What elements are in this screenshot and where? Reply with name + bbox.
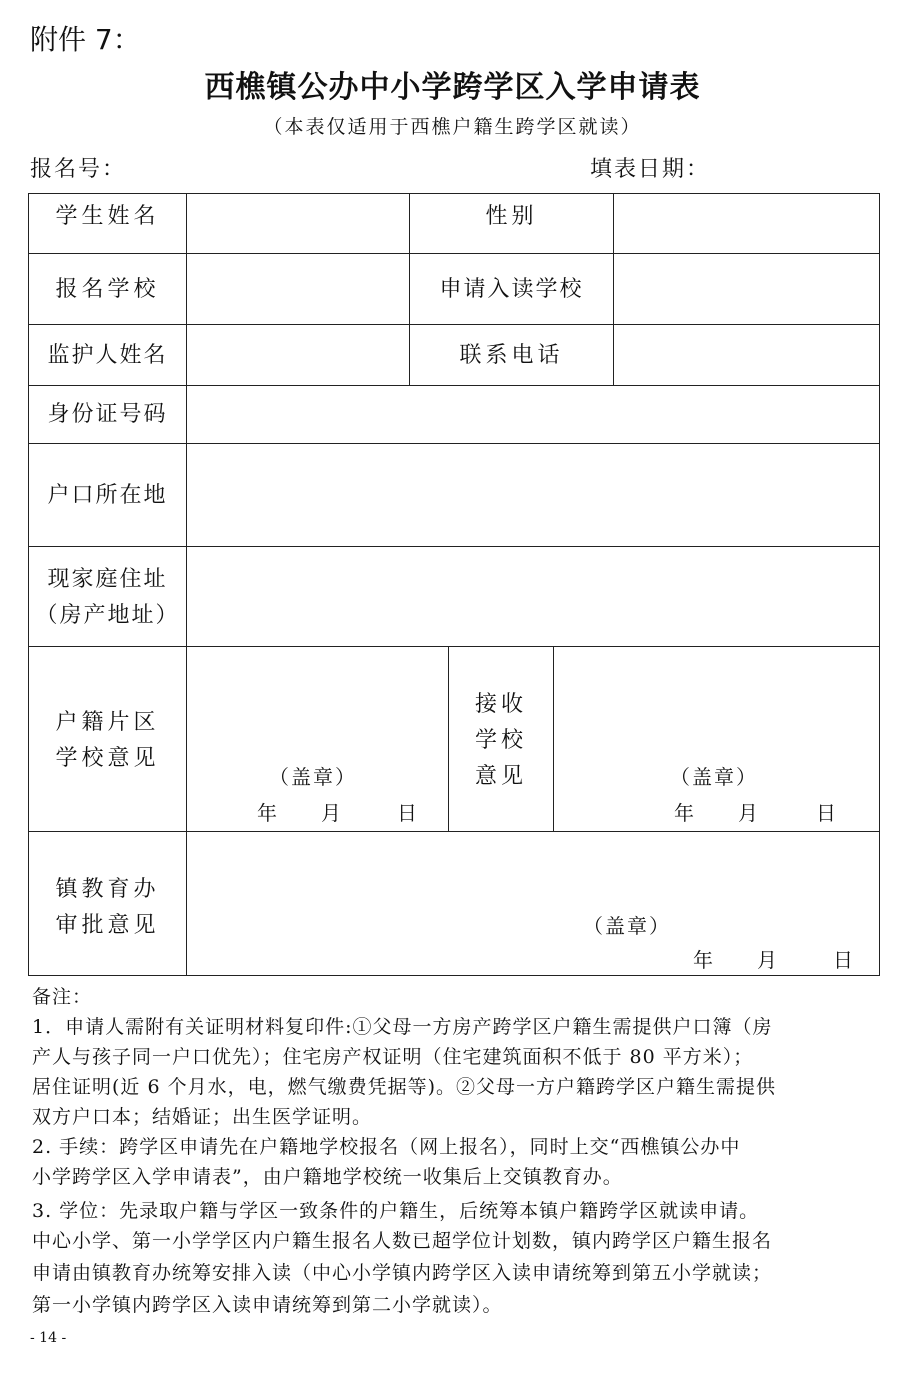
note-3-line-3: 申请由镇教育办统筹安排入读（中心小学镇内跨学区入读申请统筹到第五小学就读； [32, 1262, 773, 1284]
day-label: 日 [397, 801, 419, 825]
guardian-name-label-cell [28, 324, 187, 386]
day-label: 日 [833, 948, 855, 972]
school-opinion-label: 学校意见 [55, 746, 160, 771]
hukou-school-label: 户籍片区 [55, 710, 160, 735]
note-3-line-4: 第一小学镇内跨学区入读申请统筹到第二小学就读）。 [32, 1294, 503, 1316]
attachment-label: 附件 7： [30, 23, 141, 56]
seal-label: （盖章） [269, 765, 357, 789]
approval-opinion-label: 审批意见 [55, 913, 160, 938]
student-name-field[interactable] [186, 193, 410, 254]
enroll-school-label: 报名学校 [55, 277, 160, 302]
office-approval-label-cell [28, 831, 187, 976]
guardian-name-field[interactable] [186, 324, 410, 386]
page-title: 西樵镇公办中小学跨学区入学申请表 [204, 70, 701, 105]
seal-label: （盖章） [670, 765, 758, 789]
hukou-school-opinion-field[interactable] [186, 646, 449, 832]
note-2-line-2: 小学跨学区入学申请表”，由户籍地学校统一收集后上交镇教育办。 [32, 1166, 623, 1188]
education-office-label: 镇教育办 [55, 877, 160, 902]
gender-label: 性别 [485, 204, 538, 229]
note-1-line-1: 1．申请人需附有关证明材料复印件:①父母一方房产跨学区户籍生需提供户口簿（房 [32, 1016, 773, 1038]
opinion-label: 意见 [474, 764, 527, 789]
phone-label-cell [409, 324, 614, 386]
page-number: - 14 - [30, 1330, 67, 1346]
id-number-label: 身份证号码 [47, 402, 168, 427]
year-label: 年 [693, 948, 715, 972]
fill-date-label: 填表日期： [590, 157, 711, 182]
guardian-name-label: 监护人姓名 [47, 343, 168, 368]
month-label: 月 [321, 801, 343, 825]
student-name-label: 学生姓名 [55, 204, 160, 229]
page-subtitle: （本表仅适用于西樵户籍生跨学区就读） [263, 116, 642, 138]
id-number-field[interactable] [186, 385, 880, 444]
note-1-line-3: 居住证明(近 6 个月水，电，燃气缴费凭据等)。②父母一方户籍跨学区户籍生需提供 [32, 1076, 776, 1098]
enroll-school-field[interactable] [186, 253, 410, 325]
school-label: 学校 [474, 728, 527, 753]
id-number-label-cell [28, 385, 187, 444]
hukou-location-label-cell [28, 443, 187, 547]
note-3-line-2: 中心小学、第一小学学区内户籍生报名人数已超学位计划数，镇内跨学区户籍生报名 [32, 1230, 773, 1252]
note-2-line-1: 2. 手续：跨学区申请先在户籍地学校报名（网上报名），同时上交“西樵镇公办中 [32, 1136, 741, 1158]
apply-school-field[interactable] [613, 253, 880, 325]
registration-number-label: 报名号： [30, 157, 127, 182]
receive-label: 接收 [474, 692, 527, 717]
apply-school-label-cell [409, 253, 614, 325]
year-label: 年 [257, 801, 279, 825]
receiving-school-opinion-field[interactable] [553, 646, 880, 832]
office-approval-field[interactable] [186, 831, 880, 976]
gender-label-cell [409, 193, 614, 254]
property-address-label: （房产地址） [35, 603, 180, 628]
note-1-line-4: 双方户口本；结婚证；出生医学证明。 [32, 1106, 373, 1128]
receiving-school-label-cell [448, 646, 554, 832]
enroll-school-label-cell [28, 253, 187, 325]
year-label: 年 [674, 801, 696, 825]
month-label: 月 [757, 948, 779, 972]
hukou-location-field[interactable] [186, 443, 880, 547]
phone-label: 联系电话 [459, 343, 564, 368]
phone-field[interactable] [613, 324, 880, 386]
hukou-location-label: 户口所在地 [47, 483, 168, 508]
home-address-field[interactable] [186, 546, 880, 647]
note-3-line-1: 3. 学位：先录取户籍与学区一致条件的户籍生，后统筹本镇户籍跨学区就读申请。 [32, 1200, 760, 1222]
note-1-line-2: 产人与孩子同一户口优先）；住宅房产权证明（住宅建筑面积不低于 80 平方米）； [32, 1046, 754, 1068]
apply-school-label: 申请入读学校 [439, 277, 584, 302]
gender-field[interactable] [613, 193, 880, 254]
home-address-label-cell [28, 546, 187, 647]
notes-heading: 备注： [32, 986, 93, 1008]
student-name-label-cell [28, 193, 187, 254]
month-label: 月 [738, 801, 760, 825]
home-address-label: 现家庭住址 [47, 567, 168, 592]
day-label: 日 [816, 801, 838, 825]
hukou-school-opinion-label-cell [28, 646, 187, 832]
seal-label: （盖章） [583, 914, 671, 938]
